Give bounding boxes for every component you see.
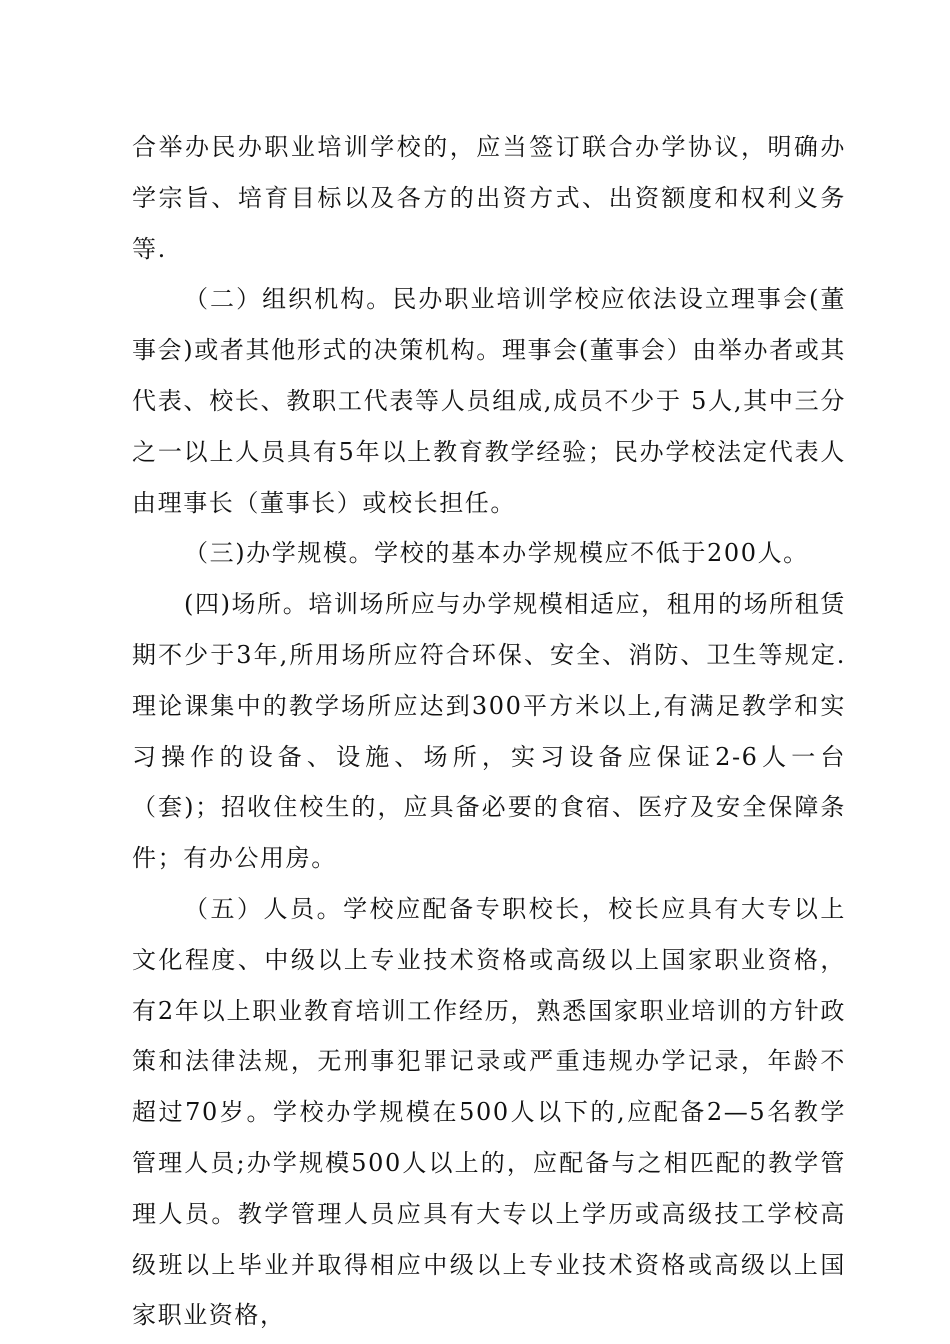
document-body (132, 122, 846, 1341)
paragraph-scale: （三)办学规模。学校的基本办学规模应不低于200人。 (184, 539, 809, 568)
paragraph-personnel: （五）人员。学校应配备专职校长，校长应具有大专以上文化程度、中级以上专业技术资格或高级以上国家职业资格，有2年以上职业教育培训工作经历，熟悉国家职业培训的方针政策和法律法规，无刑事犯罪记录或严重违规办学记录，年龄不超过70岁。学校办学规模在500人以下的,应配备2—5名教学管理人员;办学规模500人以上的，应配备与之相匹配的教学管理人员。教学管理人员应具有大专以上学历或高级技工学校高级班以上毕业并取得相应中级以上专业技术资格或高级以上国家职业资格， (132, 894, 846, 1330)
paragraph-organization: （二）组织机构。民办职业培训学校应依法设立理事会(董事会)或者其他形式的决策机构。理事会(董事会）由举办者或其代表、校长、教职工代表等人员组成,成员不少于 5人,其中三分之一以上人员具有5年以上教育教学经验；民办学校法定代表人由理事长（董事长）或校长担任。 (132, 285, 846, 517)
paragraph-cooperative-agreement: 合举办民办职业培训学校的，应当签订联合办学协议，明确办学宗旨、培育目标以及各方的出资方式、出资额度和权利义务等. (132, 133, 846, 263)
paragraph-premises: (四)场所。培训场所应与办学规模相适应，租用的场所租赁期不少于3年,所用场所应符合环保、安全、消防、卫生等规定.理论课集中的教学场所应达到300平方米以上,有满足教学和实习操作的设备、设施、场所，实习设备应保证2-6人一台（套)；招收住校生的，应具备必要的食宿、医疗及安全保障条件；有办公用房。 (132, 590, 846, 873)
